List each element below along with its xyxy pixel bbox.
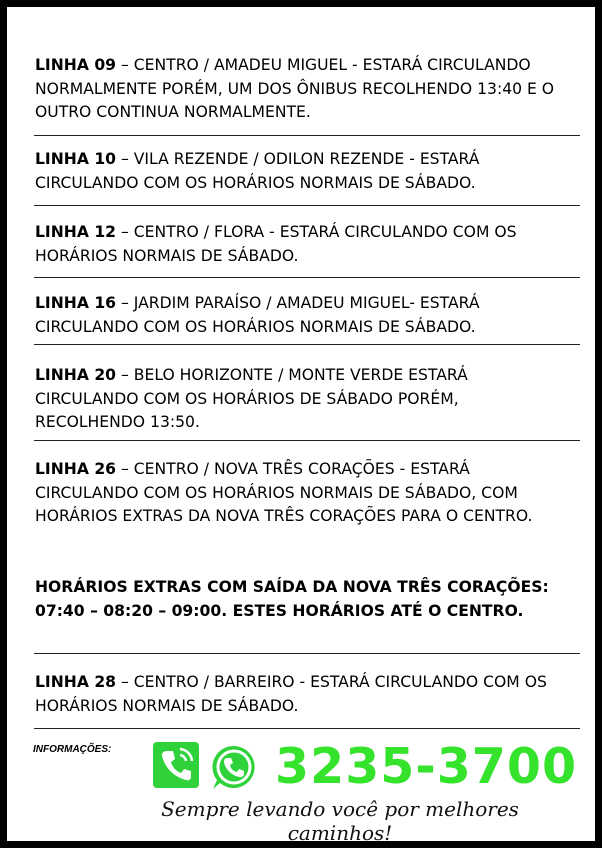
divider <box>34 135 580 136</box>
line-20-entry <box>35 364 563 435</box>
line-description: – CENTRO / BARREIRO - ESTARÁ CIRCULANDO COM OS HORÁRIOS NORMAIS DE SÁBADO. <box>35 673 547 715</box>
line-description: – CENTRO / AMADEU MIGUEL - ESTARÁ CIRCULANDO NORMALMENTE PORÉM, UM DOS ÔNIBUS RECOLHENDO 13:40 E O OUTRO CONTINUA NORMALMENTE. <box>35 56 555 121</box>
extra-schedule-note: HORÁRIOS EXTRAS COM SAÍDA DA NOVA TRÊS CORAÇÕES: 07:40 – 08:20 – 09:00. ESTES HORÁRIOS ATÉ O CENTRO. <box>35 578 549 620</box>
line-code: LINHA 16 <box>35 294 117 312</box>
divider <box>34 653 580 654</box>
line-09-entry <box>35 54 563 125</box>
divider <box>34 344 580 345</box>
phone-number: 3235-3700 <box>275 738 578 795</box>
line-10-entry <box>35 148 563 195</box>
line-code: LINHA 12 <box>35 223 117 241</box>
divider <box>34 728 580 729</box>
divider <box>34 440 580 441</box>
notice-sheet <box>7 7 595 845</box>
divider <box>34 277 580 278</box>
line-description: – CENTRO / NOVA TRÊS CORAÇÕES - ESTARÁ CIRCULANDO COM OS HORÁRIOS NORMAIS DE SÁBADO, COM HORÁRIOS EXTRAS DA NOVA TRÊS CORAÇÕES PARA O CENTRO. <box>35 460 533 525</box>
line-16-entry <box>35 292 563 339</box>
line-26-entry <box>35 458 563 529</box>
phone-icon <box>153 742 199 788</box>
line-description: – JARDIM PARAÍSO / AMADEU MIGUEL- ESTARÁ CIRCULANDO COM OS HORÁRIOS NORMAIS DE SÁBADO. <box>35 294 480 336</box>
info-label: INFORMAÇÕES: <box>33 744 112 755</box>
divider <box>34 205 580 206</box>
line-description: – BELO HORIZONTE / MONTE VERDE ESTARÁ CIRCULANDO COM OS HORÁRIOS DE SÁBADO PORÉM, RECOLHENDO 13:50. <box>35 366 468 431</box>
line-12-entry <box>35 221 563 268</box>
whatsapp-icon <box>208 742 260 794</box>
line-code: LINHA 09 <box>35 56 117 74</box>
line-code: LINHA 28 <box>35 673 117 691</box>
line-description: – CENTRO / FLORA - ESTARÁ CIRCULANDO COM OS HORÁRIOS NORMAIS DE SÁBADO. <box>35 223 517 265</box>
slogan: Sempre levando você por melhores caminhos! <box>161 797 519 845</box>
line-28-entry <box>35 671 563 718</box>
line-code: LINHA 20 <box>35 366 117 384</box>
line-code: LINHA 26 <box>35 460 117 478</box>
line-code: LINHA 10 <box>35 150 117 168</box>
line-description: – VILA REZENDE / ODILON REZENDE - ESTARÁ CIRCULANDO COM OS HORÁRIOS NORMAIS DE SÁBADO. <box>35 150 480 192</box>
